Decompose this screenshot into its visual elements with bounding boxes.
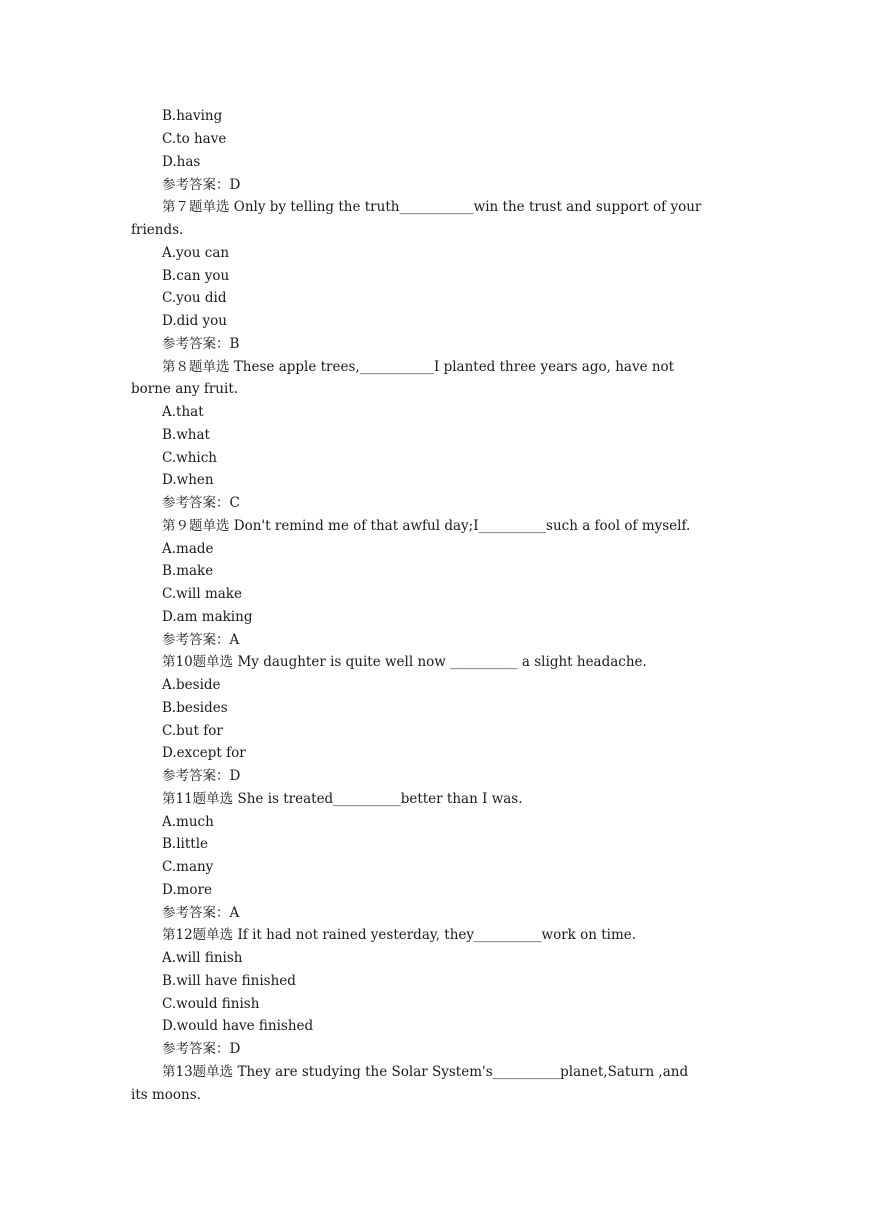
- q12-stem: 第12题单选 If it had not rained yesterday, they__________work on time.: [162, 927, 637, 943]
- q11-option-c: C.many: [162, 859, 214, 875]
- q10-option-d: D.except for: [162, 745, 246, 761]
- q9-answer: 参考答案：A: [162, 632, 240, 648]
- q8-option-d: D.when: [162, 472, 214, 488]
- q8-stem-cont: borne any fruit.: [131, 381, 239, 397]
- q11-stem: 第11题单选 She is treated__________better than I was.: [162, 791, 523, 807]
- q7-stem: 第７题单选 Only by telling the truth___________win the trust and support of your: [162, 199, 702, 215]
- q8-stem: 第８题单选 These apple trees,___________I planted three years ago, have not: [162, 359, 675, 375]
- q10-option-c: C.but for: [162, 723, 223, 739]
- q7-option-c: C.you did: [162, 290, 227, 306]
- q12-option-a: A.will finish: [162, 950, 243, 966]
- q11-option-b: B.little: [162, 836, 209, 852]
- q10-option-a: A.beside: [162, 677, 221, 693]
- q7-stem-cont: friends.: [131, 222, 184, 238]
- q7-answer: 参考答案：B: [162, 336, 240, 352]
- q6-answer: 参考答案：D: [162, 177, 241, 193]
- q9-option-b: B.make: [162, 563, 214, 579]
- q7-option-a: A.you can: [162, 245, 230, 261]
- q10-answer: 参考答案：D: [162, 768, 241, 784]
- q12-option-b: B.will have finished: [162, 973, 296, 989]
- q6-option-c: C.to have: [162, 131, 227, 147]
- q6-option-b: B.having: [162, 108, 223, 124]
- q11-option-d: D.more: [162, 882, 213, 898]
- q12-answer: 参考答案：D: [162, 1041, 241, 1057]
- q8-answer: 参考答案：C: [162, 495, 240, 511]
- q9-option-c: C.will make: [162, 586, 242, 602]
- q12-option-c: C.would finish: [162, 996, 260, 1012]
- q9-option-a: A.made: [162, 541, 214, 557]
- q11-option-a: A.much: [162, 814, 214, 830]
- q10-option-b: B.besides: [162, 700, 228, 716]
- q7-option-d: D.did you: [162, 313, 227, 329]
- q10-stem: 第10题单选 My daughter is quite well now __________ a slight headache.: [162, 654, 647, 670]
- q8-option-c: C.which: [162, 450, 217, 466]
- q6-option-d: D.has: [162, 154, 201, 170]
- q11-answer: 参考答案：A: [162, 905, 240, 921]
- q9-option-d: D.am making: [162, 609, 253, 625]
- q13-stem: 第13题单选 They are studying the Solar System's__________planet,Saturn ,and: [162, 1064, 689, 1080]
- q7-option-b: B.can you: [162, 268, 230, 284]
- q8-option-b: B.what: [162, 427, 210, 443]
- q8-option-a: A.that: [162, 404, 204, 420]
- q9-stem: 第９题单选 Don't remind me of that awful day;I__________such a fool of myself.: [162, 518, 691, 534]
- q12-option-d: D.would have finished: [162, 1018, 314, 1034]
- q13-stem-cont: its moons.: [131, 1087, 201, 1103]
